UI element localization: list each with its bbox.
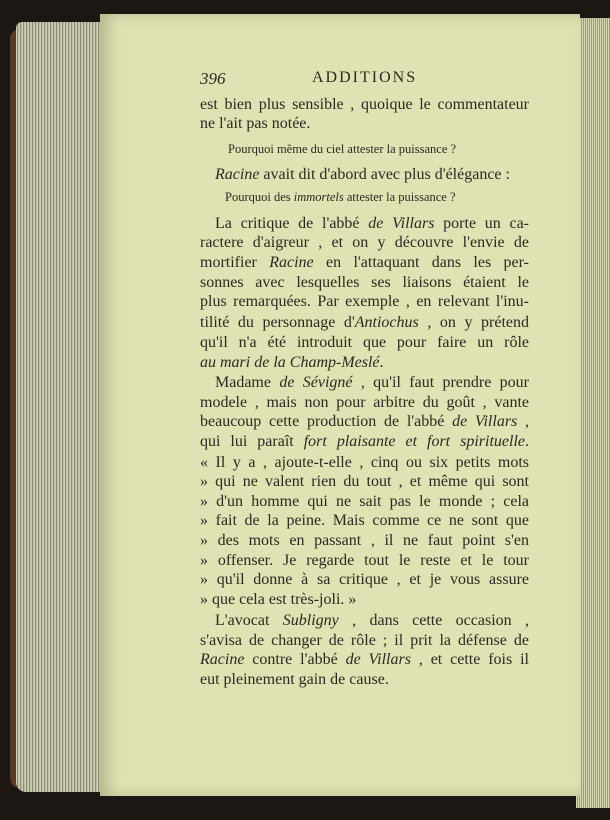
text-line xyxy=(200,274,529,292)
text-segment: , xyxy=(517,413,530,430)
text-line xyxy=(200,473,529,491)
text-segment: eut pleinement gain de cause. xyxy=(200,671,389,688)
text-segment: qu'il n'a été introduit que pour faire un rôle xyxy=(200,334,529,351)
text-line xyxy=(200,651,529,669)
italic-text: de Villars xyxy=(368,215,435,232)
text-line xyxy=(215,166,510,184)
text-segment: » qui ne valent rien du tout , et même qui sont xyxy=(200,473,529,490)
text-line xyxy=(200,532,529,550)
text-segment: avait dit d'abord avec plus d'élégance : xyxy=(259,166,510,183)
text-segment: « Il y a , ajoute-t-elle , cinq ou six petits mots xyxy=(200,454,529,471)
text-segment: porte un ca- xyxy=(434,215,530,232)
page-edges-left xyxy=(16,22,106,792)
page-edges-right xyxy=(576,18,610,808)
text-line xyxy=(200,433,529,451)
text-segment: tilité du personnage d' xyxy=(200,314,355,331)
text-line xyxy=(200,571,529,589)
text-segment: modele , mais non pour arbitre du goût , vante xyxy=(200,394,529,411)
italic-text: Antiochus xyxy=(354,314,419,331)
text-segment: mortifier xyxy=(200,254,270,271)
text-line xyxy=(200,671,389,689)
text-segment: La critique de l'abbé xyxy=(215,215,369,232)
text-segment: . xyxy=(525,433,529,450)
text-line xyxy=(200,354,384,372)
text-segment: attester la puissance ? xyxy=(343,190,456,204)
text-line xyxy=(200,493,529,511)
text-line xyxy=(215,215,529,233)
text-segment: plus remarquées. Par exemple , en relevant l'inu- xyxy=(200,293,529,310)
italic-text: Racine xyxy=(200,651,245,668)
italic-text: de Villars xyxy=(345,651,411,668)
text-segment: contre l'abbé xyxy=(244,651,346,668)
text-line xyxy=(200,552,529,570)
text-line xyxy=(200,115,310,133)
text-line xyxy=(200,234,529,252)
text-line xyxy=(200,293,529,311)
text-segment: » offenser. Je regarde tout le reste et le tour xyxy=(200,552,529,569)
italic-text: de Sévigné xyxy=(279,374,353,391)
text-segment: beaucoup cette production de l'abbé xyxy=(200,413,453,430)
italic-text: immortels xyxy=(293,190,344,204)
text-segment: , on y prétend xyxy=(418,314,529,331)
text-line xyxy=(200,96,529,114)
text-segment: qui lui paraît xyxy=(200,433,304,450)
text-line xyxy=(200,314,529,332)
running-head: ADDITIONS xyxy=(312,69,418,86)
text-segment: Madame xyxy=(215,374,280,391)
text-segment: » fait de la peine. Mais comme ce ne sont que xyxy=(200,512,529,529)
text-segment: , et cette fois il xyxy=(410,651,529,668)
italic-text: au mari de la Champ-Meslé xyxy=(200,354,380,371)
italic-text: de Villars xyxy=(452,413,518,430)
text-line xyxy=(200,591,356,609)
text-segment: Pourquoi des xyxy=(225,190,294,204)
text-segment: L'avocat xyxy=(215,612,283,629)
text-segment: Pourquoi même du ciel attester la puissance ? xyxy=(228,142,457,156)
text-line xyxy=(200,394,529,412)
text-segment: » d'un homme qui ne sait pas le monde ; cela xyxy=(200,493,529,510)
text-line xyxy=(200,254,529,272)
text-line xyxy=(215,374,529,392)
text-line xyxy=(215,612,529,630)
text-segment: ractere d'aigreur , et on y découvre l'envie de xyxy=(200,234,529,251)
text-segment: . xyxy=(379,354,384,371)
text-segment: est bien plus sensible , quoique le commentateur xyxy=(200,96,529,113)
text-segment: ne l'ait pas notée. xyxy=(200,115,311,132)
italic-text: fort plaisante et fort spirituelle xyxy=(303,433,525,450)
text-line xyxy=(200,512,529,530)
text-segment: en l'attaquant dans les per- xyxy=(313,254,529,271)
italic-text: Subligny xyxy=(282,612,339,629)
text-line xyxy=(200,632,529,650)
text-segment: » que cela est très-joli. » xyxy=(200,591,357,608)
text-segment: , dans cette occasion , xyxy=(338,612,530,629)
italic-text: Racine xyxy=(269,254,314,271)
page-number: 396 xyxy=(200,69,226,88)
verse-quote-line xyxy=(228,142,456,157)
text-segment: s'avisa de changer de rôle ; il prit la défense de xyxy=(200,632,529,649)
text-line xyxy=(200,334,529,352)
text-line xyxy=(200,413,529,431)
italic-text: Racine xyxy=(215,166,260,183)
text-segment: , qu'il faut prendre pour xyxy=(352,374,529,391)
verse-quote-line xyxy=(225,190,456,205)
text-segment: » des mots en passant , il ne faut point s'en xyxy=(200,532,529,549)
text-segment: sonnes avec lesquelles ses liaisons étaient le xyxy=(200,274,529,291)
text-segment: » qu'il donne à sa critique , et je vous assure xyxy=(200,571,529,588)
text-line xyxy=(200,454,529,472)
